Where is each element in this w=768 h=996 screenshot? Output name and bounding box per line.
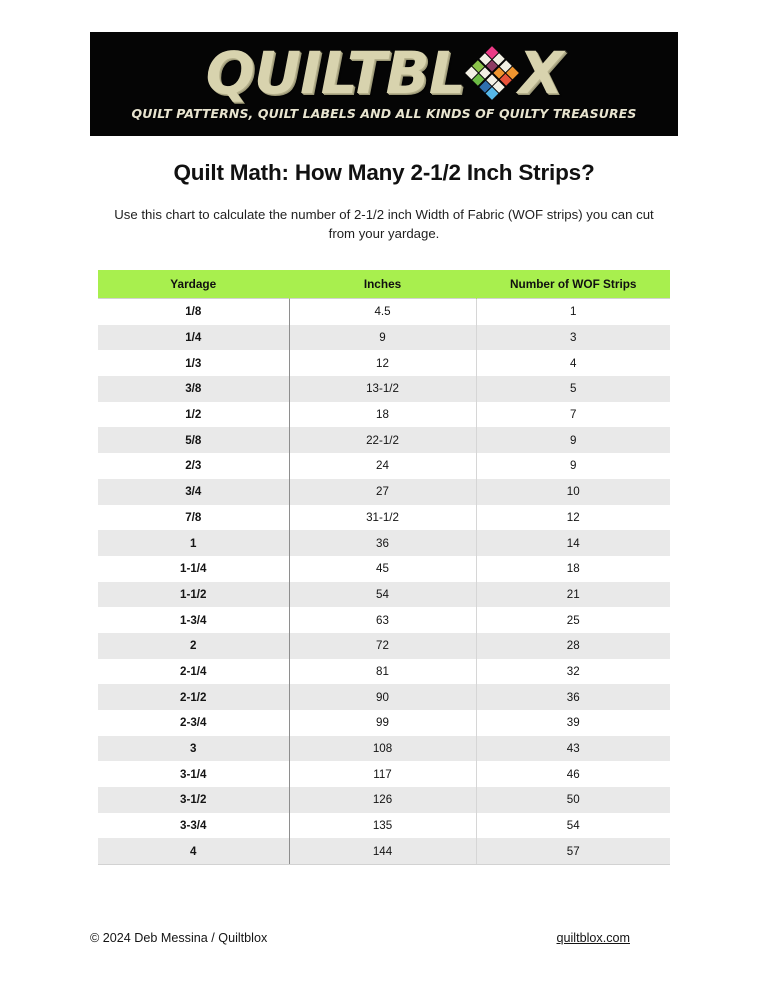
cell-inches: 63 <box>289 607 476 633</box>
cell-yardage: 2/3 <box>98 453 289 479</box>
cell-inches: 9 <box>289 325 476 351</box>
cell-inches: 54 <box>289 582 476 608</box>
cell-strips: 5 <box>476 376 670 402</box>
cell-strips: 7 <box>476 402 670 428</box>
cell-inches: 36 <box>289 530 476 556</box>
cell-yardage: 7/8 <box>98 505 289 531</box>
cell-yardage: 3-3/4 <box>98 813 289 839</box>
table-row <box>98 402 670 428</box>
quilt-diamond-icon <box>466 47 518 99</box>
cell-yardage: 3/4 <box>98 479 289 505</box>
column-header-yardage: Yardage <box>98 270 289 299</box>
yardage-chart-table <box>98 270 670 865</box>
cell-yardage: 4 <box>98 838 289 864</box>
table-row <box>98 479 670 505</box>
table-row <box>98 530 670 556</box>
column-header-inches: Inches <box>289 270 476 299</box>
brand-banner <box>90 32 678 136</box>
logo-text-right: X <box>518 39 563 107</box>
table-header-row <box>98 270 670 299</box>
brand-tagline: QUILT PATTERNS, QUILT LABELS AND ALL KINDS OF QUILTY TREASURES <box>131 106 637 121</box>
cell-strips: 4 <box>476 350 670 376</box>
cell-yardage: 1-3/4 <box>98 607 289 633</box>
cell-yardage: 3/8 <box>98 376 289 402</box>
cell-yardage: 1/2 <box>98 402 289 428</box>
cell-inches: 90 <box>289 684 476 710</box>
cell-yardage: 1/4 <box>98 325 289 351</box>
copyright-text: © 2024 Deb Messina / Quiltblox <box>90 931 268 945</box>
cell-yardage: 2 <box>98 633 289 659</box>
cell-strips: 54 <box>476 813 670 839</box>
cell-inches: 22-1/2 <box>289 427 476 453</box>
cell-yardage: 1-1/4 <box>98 556 289 582</box>
table-row <box>98 376 670 402</box>
cell-strips: 21 <box>476 582 670 608</box>
page-footer <box>90 931 678 945</box>
table-row <box>98 684 670 710</box>
cell-yardage: 3 <box>98 736 289 762</box>
table-row <box>98 505 670 531</box>
logo-text-left: QUILTBL <box>205 39 465 107</box>
table-row <box>98 838 670 864</box>
cell-inches: 18 <box>289 402 476 428</box>
cell-inches: 144 <box>289 838 476 864</box>
cell-inches: 117 <box>289 761 476 787</box>
cell-yardage: 5/8 <box>98 427 289 453</box>
cell-inches: 24 <box>289 453 476 479</box>
logo <box>90 38 678 108</box>
quilt-diamond-grid <box>465 46 519 100</box>
table-body <box>98 299 670 865</box>
table-row <box>98 710 670 736</box>
table-row <box>98 659 670 685</box>
cell-yardage: 2-1/2 <box>98 684 289 710</box>
table-row <box>98 325 670 351</box>
cell-inches: 31-1/2 <box>289 505 476 531</box>
cell-yardage: 1/8 <box>98 299 289 325</box>
cell-yardage: 2-3/4 <box>98 710 289 736</box>
cell-strips: 12 <box>476 505 670 531</box>
cell-strips: 1 <box>476 299 670 325</box>
cell-yardage: 1 <box>98 530 289 556</box>
website-link[interactable]: quiltblox.com <box>556 931 630 945</box>
cell-strips: 46 <box>476 761 670 787</box>
cell-strips: 9 <box>476 453 670 479</box>
cell-yardage: 2-1/4 <box>98 659 289 685</box>
table-row <box>98 633 670 659</box>
cell-inches: 27 <box>289 479 476 505</box>
table-row <box>98 350 670 376</box>
cell-strips: 3 <box>476 325 670 351</box>
table-row <box>98 299 670 325</box>
cell-strips: 28 <box>476 633 670 659</box>
cell-inches: 135 <box>289 813 476 839</box>
page-subtitle: Use this chart to calculate the number of 2-1/2 inch Width of Fabric (WOF strips) you can cut from your yardage. <box>114 207 654 242</box>
cell-strips: 14 <box>476 530 670 556</box>
cell-strips: 57 <box>476 838 670 864</box>
cell-inches: 12 <box>289 350 476 376</box>
cell-yardage: 1-1/2 <box>98 582 289 608</box>
cell-strips: 18 <box>476 556 670 582</box>
table-row <box>98 582 670 608</box>
cell-strips: 25 <box>476 607 670 633</box>
cell-yardage: 1/3 <box>98 350 289 376</box>
cell-inches: 13-1/2 <box>289 376 476 402</box>
cell-strips: 50 <box>476 787 670 813</box>
cell-strips: 9 <box>476 427 670 453</box>
cell-inches: 4.5 <box>289 299 476 325</box>
cell-inches: 126 <box>289 787 476 813</box>
table-row <box>98 761 670 787</box>
column-header-strips: Number of WOF Strips <box>476 270 670 299</box>
table-row <box>98 813 670 839</box>
cell-yardage: 3-1/2 <box>98 787 289 813</box>
table-row <box>98 427 670 453</box>
cell-inches: 72 <box>289 633 476 659</box>
cell-strips: 39 <box>476 710 670 736</box>
cell-strips: 32 <box>476 659 670 685</box>
page-title: Quilt Math: How Many 2-1/2 Inch Strips? <box>173 160 595 185</box>
table-row <box>98 453 670 479</box>
table-row <box>98 736 670 762</box>
cell-inches: 99 <box>289 710 476 736</box>
cell-strips: 43 <box>476 736 670 762</box>
cell-inches: 81 <box>289 659 476 685</box>
cell-inches: 45 <box>289 556 476 582</box>
cell-yardage: 3-1/4 <box>98 761 289 787</box>
cell-strips: 10 <box>476 479 670 505</box>
table-row <box>98 787 670 813</box>
cell-inches: 108 <box>289 736 476 762</box>
table-row <box>98 607 670 633</box>
table-row <box>98 556 670 582</box>
table-header <box>98 270 670 299</box>
cell-strips: 36 <box>476 684 670 710</box>
